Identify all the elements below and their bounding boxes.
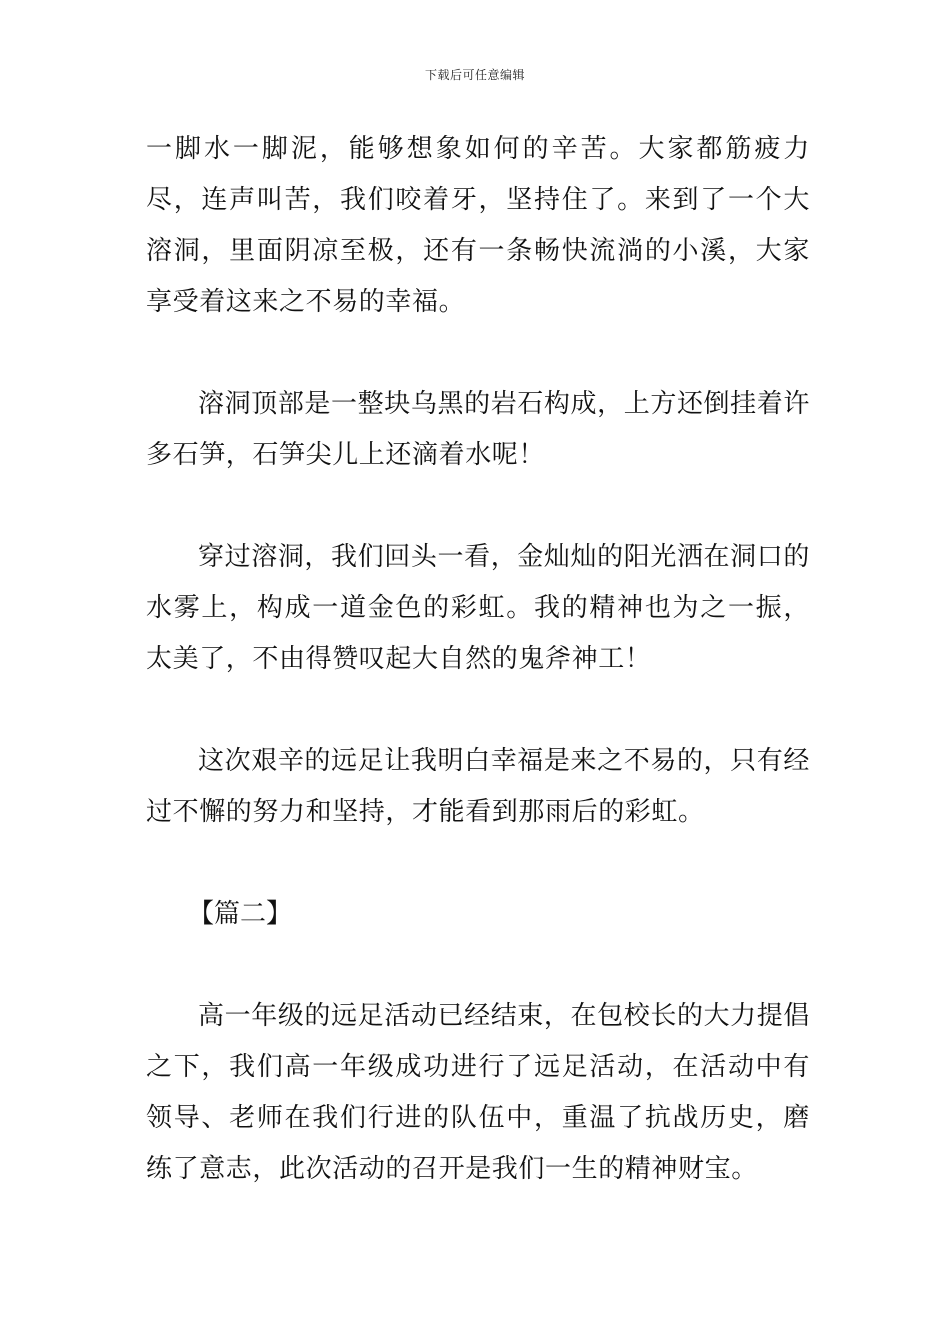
- paragraph: 这次艰辛的远足让我明白幸福是来之不易的，只有经过不懈的努力和坚持，才能看到那雨后的彩虹。: [146, 746, 810, 827]
- paragraph: 溶洞顶部是一整块乌黑的岩石构成，上方还倒挂着许多石笋，石笋尖儿上还滴着水呢！: [146, 389, 810, 470]
- paragraph: 一脚水一脚泥，能够想象如何的辛苦。大家都筋疲力尽，连声叫苦，我们咬着牙，坚持住了。来到了一个大溶洞，里面阴凉至极，还有一条畅快流淌的小溪，大家享受着这来之不易的幸福。: [146, 134, 810, 317]
- paragraph: 高一年级的远足活动已经结束，在包校长的大力提倡之下，我们高一年级成功进行了远足活动，在活动中有领导、老师在我们行进的队伍中，重温了抗战历史，磨练了意志，此次活动的召开是我们一生的精神财宝。: [146, 1001, 810, 1184]
- section-title: 【篇二】: [188, 899, 293, 929]
- page-header: 下载后可任意编辑: [424, 68, 525, 82]
- document-body: [146, 124, 810, 1246]
- paragraph: 穿过溶洞，我们回头一看，金灿灿的阳光洒在洞口的水雾上，构成一道金色的彩虹。我的精神也为之一振，太美了，不由得赞叹起大自然的鬼斧神工！: [146, 542, 810, 674]
